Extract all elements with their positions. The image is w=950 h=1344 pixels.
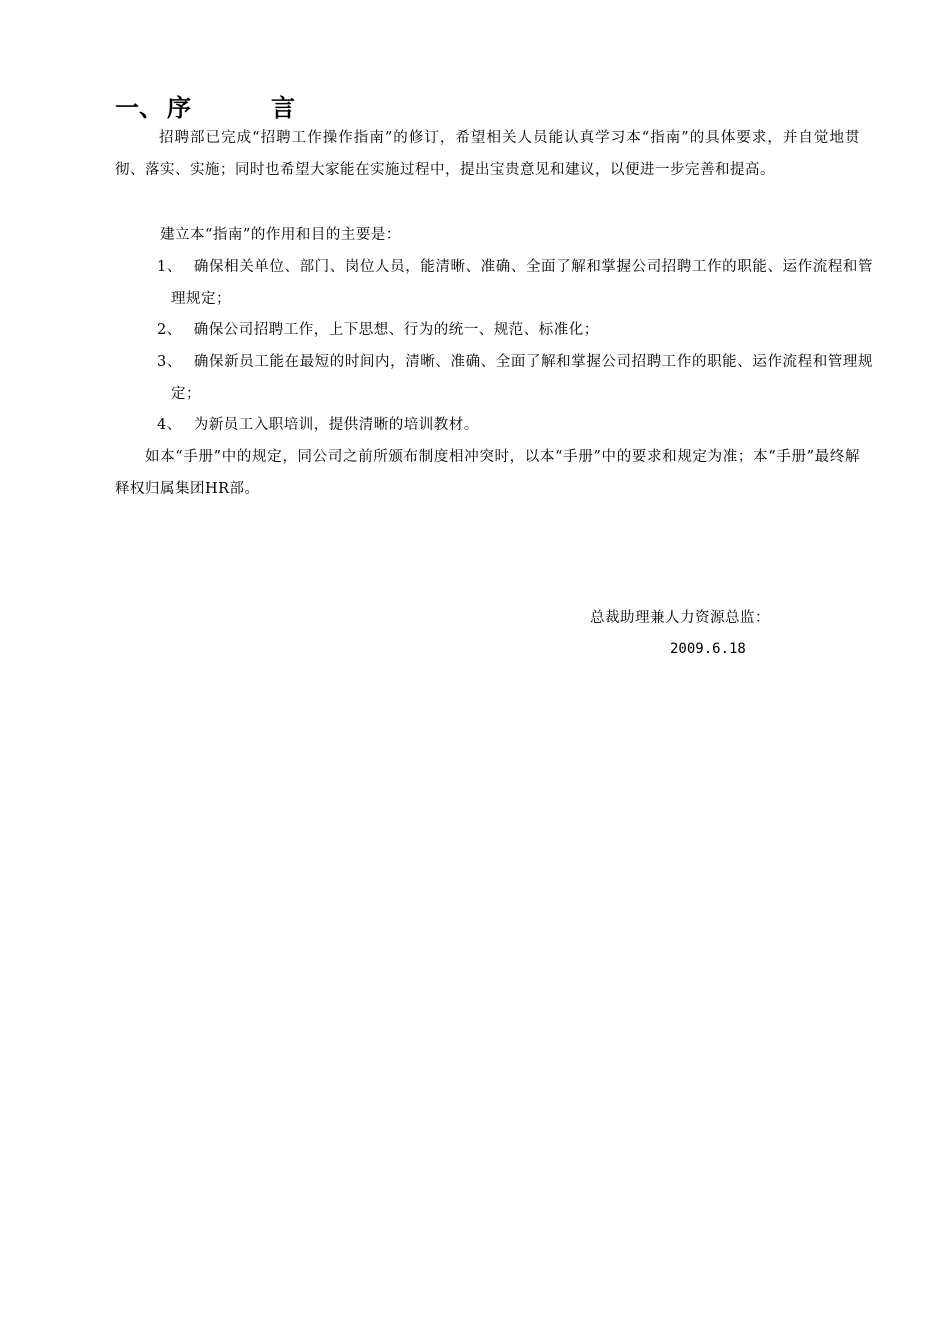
heading-char-2: 言 [271,94,295,122]
list-marker: 1、 [157,259,182,275]
closing-paragraph: 如本“手册”中的规定，同公司之前所颁布制度相冲突时，以本“手册”中的要求和规定为准；本“手册”最终解释权归属集团HR部。 [115,449,860,497]
list-item-text: 为新员工入职培训，提供清晰的培训教材。 [193,417,479,433]
heading-number: 一、 [115,94,163,122]
list-marker: 4、 [157,417,182,433]
purpose-lead-paragraph: 建立本“指南”的作用和目的主要是： [160,227,401,243]
list-item [157,315,873,347]
signature-title: 总裁助理兼人力资源总监： [590,610,770,626]
list-marker: 2、 [157,322,182,338]
list-item [157,347,873,410]
list-item-text: 确保新员工能在最短的时间内，清晰、准确、全面了解和掌握公司招聘工作的职能、运作流程和管理规定； [171,354,873,402]
list-item-text: 确保公司招聘工作，上下思想、行为的统一、规范、标准化； [193,322,599,338]
signature-date: 2009.6.18 [670,641,746,657]
section-heading [115,92,295,124]
list-item [157,410,873,442]
list-item-text: 确保相关单位、部门、岗位人员，能清晰、准确、全面了解和掌握公司招聘工作的职能、运作流程和管理规定； [171,259,873,307]
list-item [157,252,873,315]
intro-paragraph: 招聘部已完成“招聘工作操作指南”的修订，希望相关人员能认真学习本“指南”的具体要求，并自觉地贯彻、落实、实施；同时也希望大家能在实施过程中，提出宝贵意见和建议，以便进一步完善和提高。 [115,130,860,178]
list-marker: 3、 [157,354,182,370]
heading-char-1: 序 [167,94,191,122]
